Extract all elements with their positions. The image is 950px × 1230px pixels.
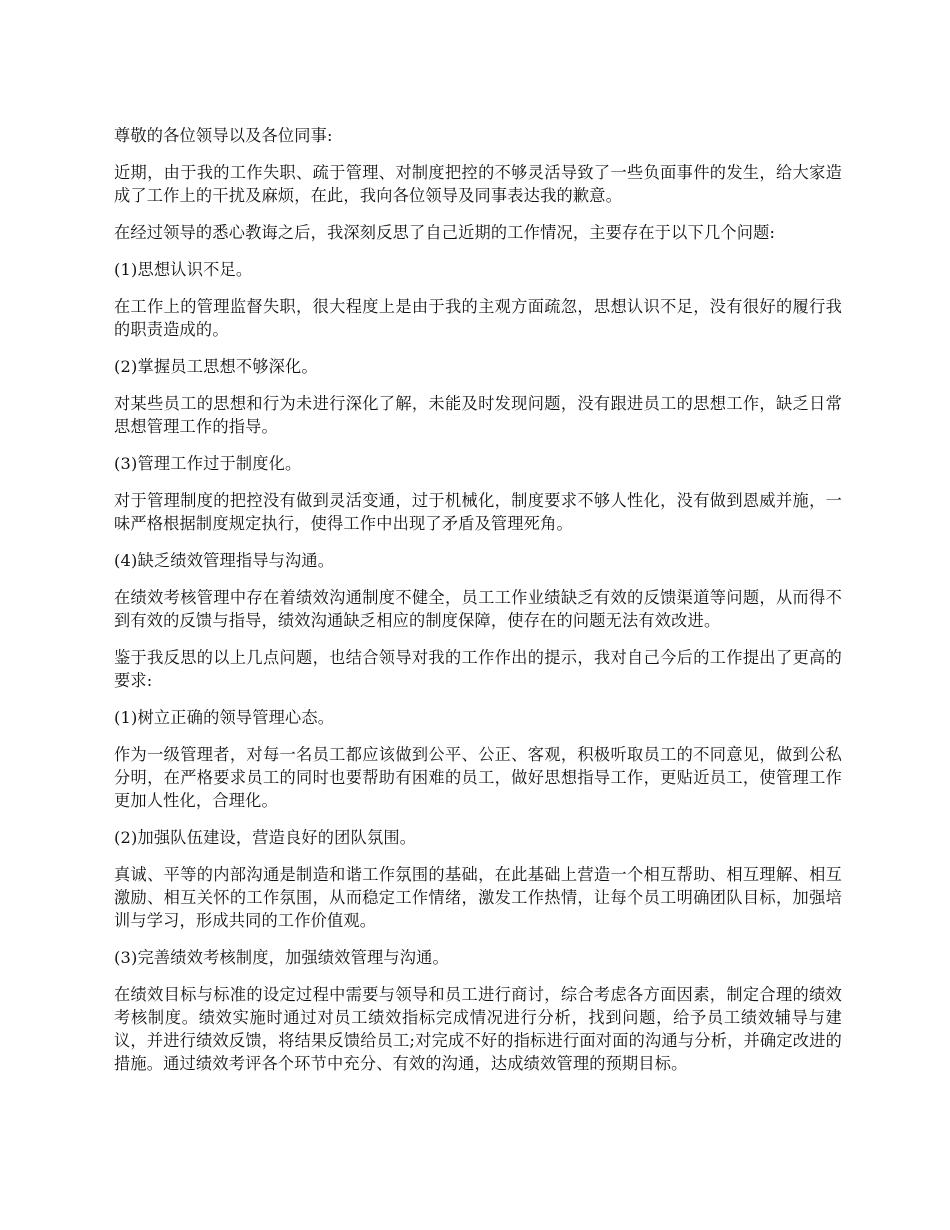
requirement-heading-2: (2)加强队伍建设，营造良好的团队氛围。	[114, 828, 417, 847]
paragraph-apology: 近期，由于我的工作失职、疏于管理、对制度把控的不够灵活导致了一些负面事件的发生，给大家造成了工作上的干扰及麻烦，在此，我向各位领导及同事表达我的歉意。	[114, 163, 842, 205]
salutation: 尊敬的各位领导以及各位同事:	[114, 126, 333, 145]
paragraph-requirements-intro: 鉴于我反思的以上几点问题，也结合领导对我的工作作出的提示，我对自己今后的工作提出了更高的要求:	[114, 648, 842, 690]
problem-heading-1: (1)思想认识不足。	[114, 260, 253, 279]
document-body	[114, 124, 842, 1089]
requirement-heading-1: (1)树立正确的领导管理心态。	[114, 708, 335, 727]
problem-heading-2: (2)掌握员工思想不够深化。	[114, 357, 318, 376]
paragraph-reflection-intro: 在经过领导的悉心教诲之后，我深刻反思了自己近期的工作情况，主要存在于以下几个问题:	[114, 223, 776, 242]
requirement-body-1: 作为一级管理者，对每一名员工都应该做到公平、公正、客观，积极听取员工的不同意见，做到公私分明，在严格要求员工的同时也要帮助有困难的员工，做好思想指导工作，更贴近员工，使管理工作更加人性化，合理化。	[114, 745, 842, 810]
requirement-heading-3: (3)完善绩效考核制度，加强绩效管理与沟通。	[114, 948, 449, 967]
problem-body-2: 对某些员工的思想和行为未进行深化了解，未能及时发现问题，没有跟进员工的思想工作，缺乏日常思想管理工作的指导。	[114, 394, 842, 436]
problem-body-4: 在绩效考核管理中存在着绩效沟通制度不健全，员工工作业绩缺乏有效的反馈渠道等问题，从而得不到有效的反馈与指导，绩效沟通缺乏相应的制度保障，使存在的问题无法有效改进。	[114, 588, 842, 630]
requirement-body-2: 真诚、平等的内部沟通是制造和谐工作氛围的基础，在此基础上营造一个相互帮助、相互理解、相互激励、相互关怀的工作氛围，从而稳定工作情绪，激发工作热情，让每个员工明确团队目标，加强培训与学习，形成共同的工作价值观。	[114, 865, 842, 930]
requirement-body-3: 在绩效目标与标准的设定过程中需要与领导和员工进行商讨，综合考虑各方面因素，制定合理的绩效考核制度。绩效实施时通过对员工绩效指标完成情况进行分析，找到问题，给予员工绩效辅导与建议，并进行绩效反馈，将结果反馈给员工;对完成不好的指标进行面对面的沟通与分析，并确定改进的措施。通过绩效考评各个环节中充分、有效的沟通，达成绩效管理的预期目标。	[114, 985, 842, 1073]
problem-body-3: 对于管理制度的把控没有做到灵活变通，过于机械化，制度要求不够人性化，没有做到恩威并施，一味严格根据制度规定执行，使得工作中出现了矛盾及管理死角。	[114, 491, 842, 533]
problem-heading-3: (3)管理工作过于制度化。	[114, 454, 302, 473]
problem-heading-4: (4)缺乏绩效管理指导与沟通。	[114, 551, 335, 570]
problem-body-1: 在工作上的管理监督失职，很大程度上是由于我的主观方面疏忽，思想认识不足，没有很好的履行我的职责造成的。	[114, 297, 842, 339]
